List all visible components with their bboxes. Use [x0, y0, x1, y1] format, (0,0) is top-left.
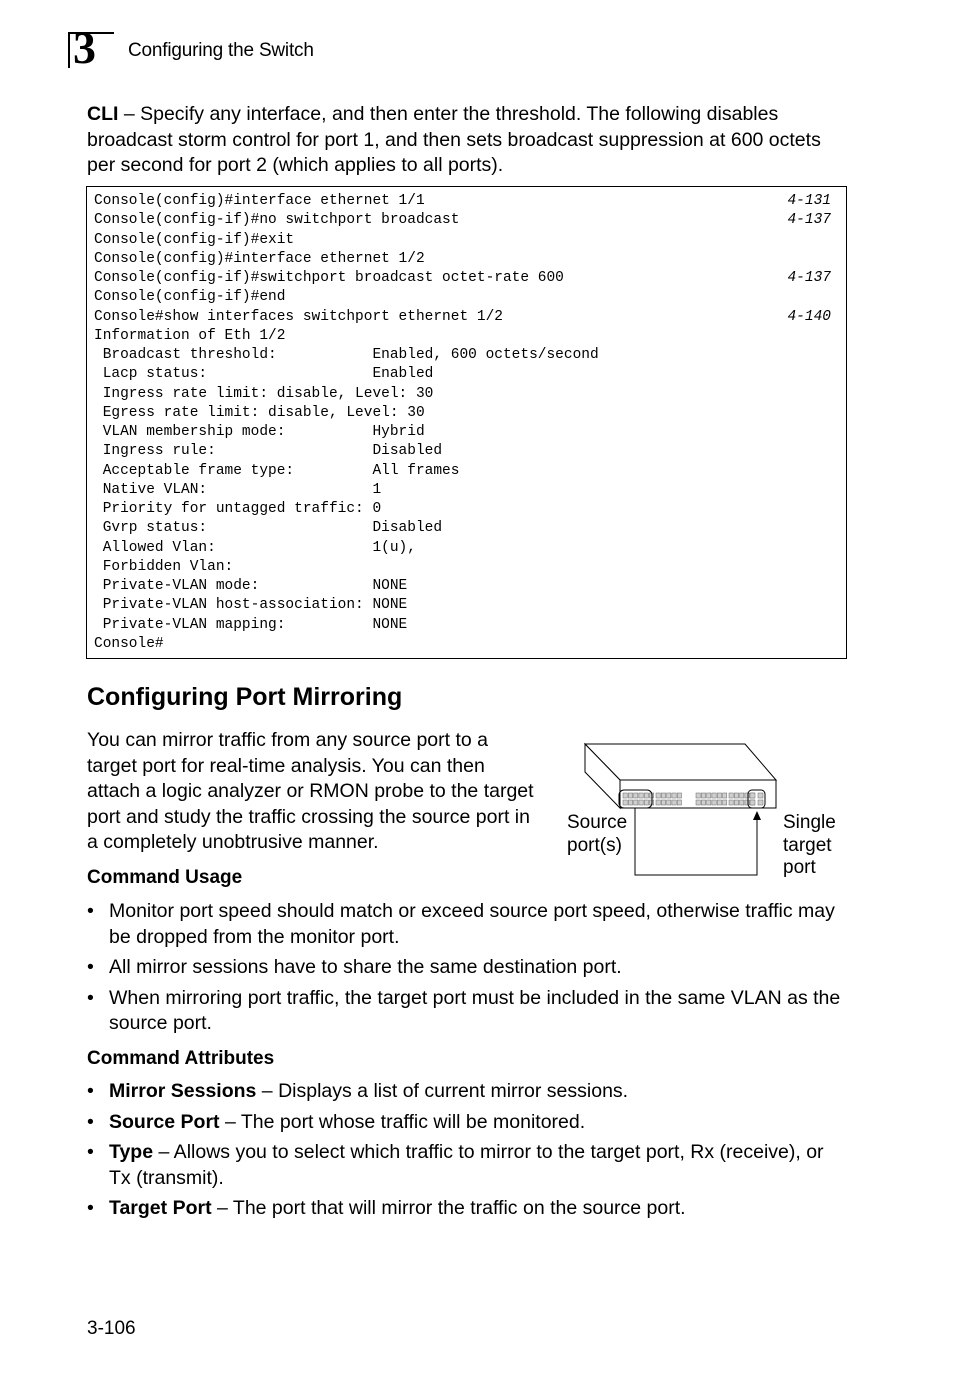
code-ref: 4-137 — [787, 270, 831, 286]
usage-heading: Command Usage — [87, 867, 243, 888]
switch-port — [717, 793, 721, 798]
code-block — [86, 186, 847, 659]
list-item: • Mirror Sessions – Displays a list of current mirror sessions. — [87, 1079, 847, 1105]
switch-port — [667, 793, 671, 798]
code-ref: 4-131 — [787, 193, 831, 209]
switch-port — [677, 793, 681, 798]
switch-port — [707, 800, 711, 805]
chapter-box — [68, 22, 114, 73]
bullet: • — [87, 1080, 94, 1102]
attributes-list — [87, 1079, 847, 1222]
code-line: Console(config-if)#end — [94, 289, 286, 306]
switch-port — [740, 800, 744, 805]
arrow-head — [753, 811, 761, 820]
target-port-label: Single target port — [783, 812, 836, 878]
switch-port — [729, 800, 733, 805]
switch-port — [644, 793, 648, 798]
bullet: • — [87, 986, 94, 1009]
switch-port — [758, 793, 763, 798]
switch-port — [656, 793, 660, 798]
code-line: Private-VLAN host-association: NONE — [94, 597, 408, 614]
switch-port — [661, 800, 665, 805]
code-line: Console(config-if)#exit — [94, 231, 295, 248]
list-item: • Target Port – The port that will mirror the traffic on the source port. — [87, 1196, 847, 1222]
code-line: Gvrp status: Disabled — [94, 520, 443, 537]
switch-port — [661, 793, 665, 798]
code-line: Information of Eth 1/2 — [94, 327, 286, 344]
source-port-label: Source port(s) — [567, 812, 628, 856]
attributes-heading: Command Attributes — [87, 1048, 275, 1069]
list-item: • All mirror sessions have to share the same destination port. — [87, 955, 847, 981]
switch-port — [628, 800, 632, 805]
code-ref: 4-140 — [787, 308, 831, 325]
switch-port — [701, 800, 705, 805]
switch-port — [717, 800, 721, 805]
code-line: Private-VLAN mapping: NONE — [94, 616, 408, 633]
switch-port — [745, 800, 749, 805]
code-line: Egress rate limit: disable, Level: 30 — [94, 404, 425, 421]
switch-port — [734, 800, 738, 805]
page-header — [68, 22, 368, 73]
code-line: Console(config-if)#no switchport broadcast 4-137 — [94, 211, 839, 230]
code-line: Console(config-if)#switchport broadcast octet-rate 600 4-137 — [94, 269, 839, 288]
section-heading: Configuring Port Mirroring — [87, 683, 403, 711]
switch-port — [696, 800, 700, 805]
mirror-intro: You can mirror traffic from any source port to a target port for real-time analysis. You can then attach a logic analyzer or RMON probe to the target port and study the traffic crossing the source port in a completely unobtrusive manner. — [87, 729, 534, 853]
bullet: • — [87, 900, 94, 922]
code-line: Forbidden Vlan: — [94, 558, 234, 575]
chapter-number: 3 — [73, 22, 96, 73]
switch-port — [677, 800, 681, 805]
switch-port — [623, 793, 627, 798]
switch-port — [734, 793, 738, 798]
port-mirror-figure — [560, 738, 860, 888]
switch-port — [639, 793, 643, 798]
code-line: Ingress rule: Disabled — [94, 443, 443, 460]
page-number: 3-106 — [87, 1318, 136, 1339]
code-ref: 4-137 — [787, 212, 831, 229]
bullet: • — [87, 956, 94, 978]
code-line: Native VLAN: 1 — [94, 481, 382, 498]
code-line: Console# — [94, 635, 164, 652]
list-item: • Source Port – The port whose traffic will be monitored. — [87, 1110, 847, 1136]
switch-port — [701, 793, 705, 798]
switch-port — [707, 793, 711, 798]
code-line: Console#show interfaces switchport ethernet 1/2 4-140 — [94, 308, 839, 327]
switch-port — [672, 793, 676, 798]
switch-port — [758, 800, 763, 805]
code-line: Console(config)#interface ethernet 1/1 4-131 — [94, 192, 839, 211]
code-line: VLAN membership mode: Hybrid — [94, 424, 425, 440]
switch-port — [639, 800, 643, 805]
switch-port — [712, 793, 716, 798]
switch-port — [667, 800, 671, 805]
bullet: • — [87, 1141, 94, 1163]
switch-port — [723, 800, 727, 805]
bullet: • — [87, 1197, 94, 1219]
code-line: Console(config)#interface ethernet 1/2 — [94, 250, 425, 267]
switch-port — [723, 793, 727, 798]
switch-port — [623, 800, 627, 805]
bullet: • — [87, 1110, 94, 1133]
switch-port — [696, 793, 700, 798]
switch-port — [672, 800, 676, 805]
list-item: • When mirroring port traffic, the target port must be included in the same VLAN as the source port. — [87, 986, 841, 1034]
switch-port — [750, 793, 755, 798]
chapter-title: Configuring the Switch — [128, 40, 314, 61]
mirror-path-line — [635, 808, 757, 875]
switch-port — [644, 800, 648, 805]
switch-port — [750, 800, 755, 805]
code-line: Broadcast threshold: Enabled, 600 octets/second — [94, 347, 599, 363]
switch-port — [712, 800, 716, 805]
switch-port — [740, 793, 744, 798]
cli-label: CLI — [87, 103, 119, 125]
list-item: • Monitor port speed should match or exceed source port speed, otherwise traffic may be dropped from the monitor port. — [87, 900, 835, 948]
switch-port — [656, 800, 660, 805]
code-line: Lacp status: Enabled — [94, 366, 434, 383]
switch-port — [634, 800, 638, 805]
switch-port — [729, 793, 733, 798]
code-line: Acceptable frame type: All frames — [94, 462, 460, 479]
list-item: • Type – Allows you to select which traffic to mirror to the target port, Rx (receive), or Tx (transmit). — [87, 1141, 824, 1189]
code-line: Private-VLAN mode: NONE — [94, 578, 408, 594]
switch-port — [634, 793, 638, 798]
code-line: Ingress rate limit: disable, Level: 30 — [94, 385, 434, 402]
cli-intro — [87, 102, 827, 179]
switch-port — [628, 793, 632, 798]
code-line: Priority for untagged traffic: 0 — [94, 501, 382, 517]
cli-intro-text: – Specify any interface, and then enter the threshold. The following disables broadcast storm control for port 1, and then sets broadcast suppression at 600 octets per second for port 2 (which applies to all ports). — [87, 103, 821, 176]
code-line: Allowed Vlan: 1(u), — [94, 539, 416, 556]
switch-port — [745, 793, 749, 798]
usage-list — [87, 899, 847, 1037]
